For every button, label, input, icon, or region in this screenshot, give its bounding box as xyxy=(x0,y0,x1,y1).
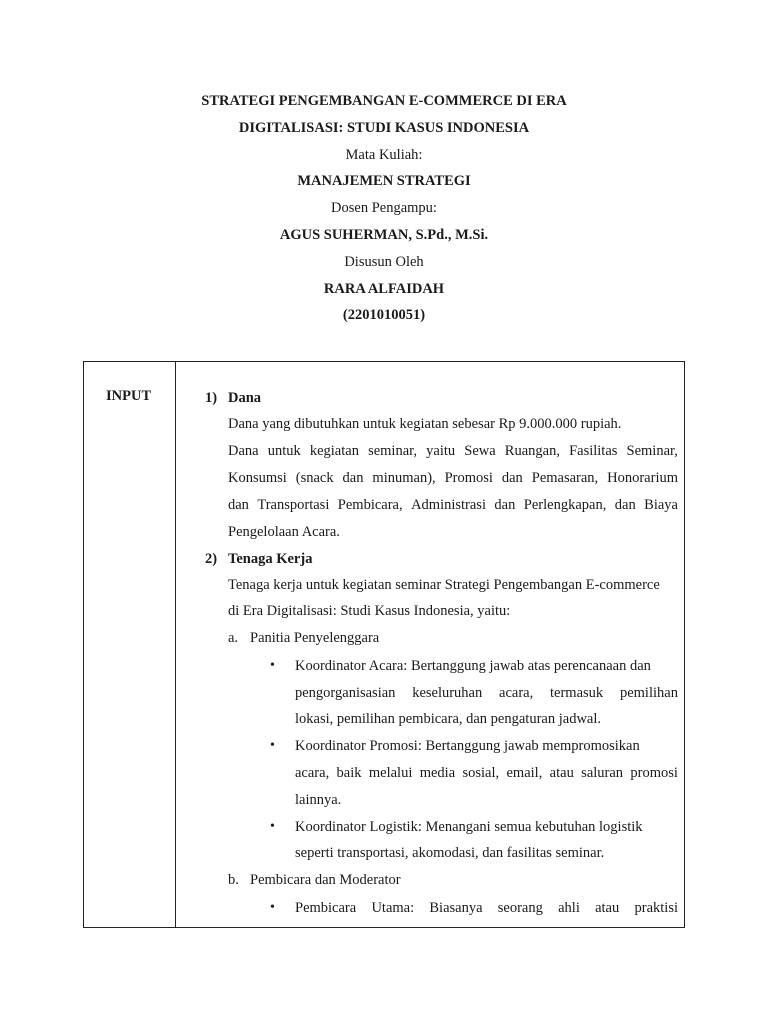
word: promosi xyxy=(630,765,678,781)
word: Dana xyxy=(228,443,259,459)
word: dan xyxy=(228,497,249,513)
title-line-2: DIGITALISASI: STUDI KASUS INDONESIA xyxy=(238,119,530,136)
word: dan xyxy=(342,470,364,486)
bullet-a1-line1: Koordinator Acara: Bertanggung jawab atas perencanaan dan xyxy=(295,658,651,674)
item2-number: 2) xyxy=(205,551,218,567)
bullet-b1-line1-text: Pembicara Utama: Biasanya seorang ahli atau praktisi xyxy=(295,900,678,916)
lecturer-label: Dosen Pengampu: xyxy=(331,200,437,217)
author-label: Disusun Oleh xyxy=(344,253,424,270)
item1-line4 xyxy=(228,496,678,514)
word: saluran xyxy=(581,765,624,781)
word: dan xyxy=(614,497,636,513)
item1-line3 xyxy=(228,469,678,487)
lecturer-name: AGUS SUHERMAN, S.Pd., M.Si. xyxy=(279,226,489,243)
word: (snack xyxy=(295,470,334,486)
word: Sewa xyxy=(464,443,496,459)
word: Transportasi xyxy=(257,497,330,513)
word: yaitu xyxy=(426,443,456,459)
word: Perlengkapan, xyxy=(523,497,607,513)
item2-line1: Tenaga kerja untuk kegiatan seminar Strategi Pengembangan E-commerce xyxy=(228,577,660,593)
word: acara, xyxy=(499,685,534,701)
word: sosial, xyxy=(462,765,500,781)
bullet-a2-line3: lainnya. xyxy=(295,792,342,808)
bullet-a1-line3: lokasi, pemilihan pembicara, dan pengaturan jadwal. xyxy=(295,711,602,727)
word: keseluruhan xyxy=(412,685,483,701)
word: pengorganisasian xyxy=(295,685,396,701)
word: Konsumsi xyxy=(228,470,287,486)
course-name: MANAJEMEN STRATEGI xyxy=(297,173,471,190)
bullet-icon: • xyxy=(270,819,275,834)
bullet-icon: • xyxy=(270,738,275,753)
document-header xyxy=(0,88,768,329)
word: dan xyxy=(494,497,516,513)
row-label-input: INPUT xyxy=(106,388,152,404)
word: email, xyxy=(506,765,543,781)
sub-b-letter: b. xyxy=(228,872,239,888)
bullet-a1-line2 xyxy=(295,684,678,702)
table-body-cell xyxy=(84,362,684,927)
bullet-a2-line2 xyxy=(295,764,678,782)
word: atau xyxy=(549,765,574,781)
bullet-icon: • xyxy=(270,900,275,915)
word: kegiatan xyxy=(309,443,359,459)
word: Pemasaran, xyxy=(531,470,599,486)
word: termasuk xyxy=(550,685,604,701)
sub-b-title: Pembicara dan Moderator xyxy=(250,872,401,888)
item2-heading: Tenaga Kerja xyxy=(228,551,313,567)
student-id: (2201010051) xyxy=(342,307,426,324)
item1-line1: Dana yang dibutuhkan untuk kegiatan sebesar Rp 9.000.000 rupiah. xyxy=(228,416,622,432)
word: Ruangan, xyxy=(504,443,560,459)
word: acara, xyxy=(295,765,330,781)
word: Honorarium xyxy=(607,470,678,486)
sub-a-letter: a. xyxy=(228,630,239,646)
bullet-a2-line1: Koordinator Promosi: Bertanggung jawab mempromosikan xyxy=(295,738,640,754)
word: baik xyxy=(336,765,362,781)
bullet-a3-line1: Koordinator Logistik: Menangani semua kebutuhan logistik xyxy=(295,819,643,835)
word: minuman), xyxy=(372,470,436,486)
item1-heading: Dana xyxy=(228,390,262,406)
title-line-1: STRATEGI PENGEMBANGAN E-COMMERCE DI ERA xyxy=(201,93,567,109)
bullet-b1-line1 xyxy=(295,899,678,917)
word: Administrasi xyxy=(411,497,486,513)
word: seminar, xyxy=(368,443,418,459)
word: Fasilitas xyxy=(569,443,618,459)
item2-line2: di Era Digitalisasi: Studi Kasus Indonesia, yaitu: xyxy=(228,603,511,619)
word: Biaya xyxy=(644,497,678,513)
sub-a-title: Panitia Penyelenggara xyxy=(250,630,380,646)
word: Seminar, xyxy=(626,443,678,459)
word: Promosi xyxy=(444,470,493,486)
item1-line2 xyxy=(228,442,678,460)
author-name: RARA ALFAIDAH xyxy=(323,280,445,297)
item1-line5: Pengelolaan Acara. xyxy=(228,524,340,540)
word: dan xyxy=(501,470,523,486)
word: melalui xyxy=(368,765,413,781)
course-label: Mata Kuliah: xyxy=(345,146,423,163)
word: Pembicara, xyxy=(337,497,403,513)
bullet-a3-line2: seperti transportasi, akomodasi, dan fasilitas seminar. xyxy=(295,845,605,861)
word: untuk xyxy=(267,443,301,459)
word: media xyxy=(419,765,456,781)
content-table xyxy=(83,361,685,928)
bullet-icon: • xyxy=(270,658,275,673)
word: pemilihan xyxy=(619,685,678,701)
item1-number: 1) xyxy=(205,390,218,406)
